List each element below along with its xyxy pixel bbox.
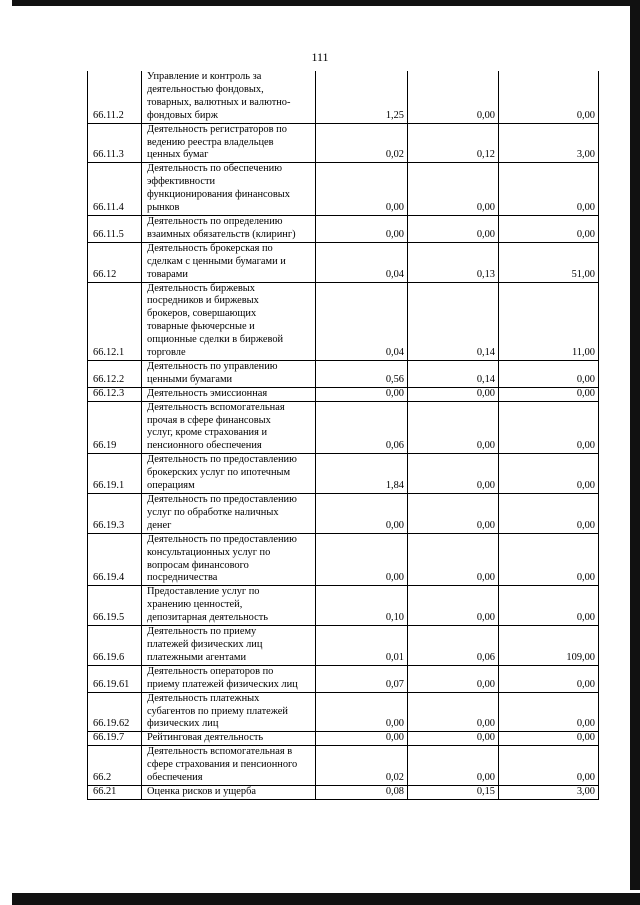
activity-name-cell: Деятельность брокерская по сделкам с ценными бумагами и товарами: [142, 242, 316, 282]
activity-table: [87, 71, 599, 800]
activity-code-cell: 66.11.4: [88, 163, 142, 216]
value-col-2-cell: 0,00: [408, 401, 499, 454]
activity-name-cell: Рейтинговая деятельность: [142, 732, 316, 746]
activity-code-cell: 66.11.5: [88, 215, 142, 242]
activity-name-cell: Предоставление услуг по хранению ценностей, депозитарная деятельность: [142, 586, 316, 626]
value-col-3-cell: 3,00: [499, 785, 599, 799]
activity-code-cell: 66.19.3: [88, 494, 142, 534]
value-col-1-cell: 0,04: [316, 242, 408, 282]
value-col-1-cell: 0,00: [316, 692, 408, 732]
value-col-1-cell: 0,00: [316, 163, 408, 216]
scan-border-bottom: [12, 893, 640, 905]
table-row: [88, 626, 599, 666]
activity-code-cell: 66.2: [88, 746, 142, 786]
value-col-2-cell: 0,14: [408, 282, 499, 360]
table-row: [88, 71, 599, 123]
activity-name-cell: Деятельность регистраторов по ведению реестра владельцев ценных бумаг: [142, 123, 316, 163]
value-col-2-cell: 0,14: [408, 360, 499, 387]
value-col-2-cell: 0,15: [408, 785, 499, 799]
table-row: [88, 746, 599, 786]
value-col-1-cell: 0,02: [316, 123, 408, 163]
table-row: [88, 387, 599, 401]
value-col-1-cell: 0,10: [316, 586, 408, 626]
table-row: [88, 360, 599, 387]
table-row: [88, 586, 599, 626]
table-row: [88, 401, 599, 454]
table-row: [88, 242, 599, 282]
value-col-3-cell: 0,00: [499, 494, 599, 534]
activity-code-cell: 66.12.3: [88, 387, 142, 401]
scan-gap: [0, 890, 640, 893]
value-col-2-cell: 0,00: [408, 163, 499, 216]
activity-code-cell: 66.11.3: [88, 123, 142, 163]
value-col-3-cell: 0,00: [499, 586, 599, 626]
value-col-2-cell: 0,00: [408, 454, 499, 494]
value-col-3-cell: 0,00: [499, 665, 599, 692]
value-col-2-cell: 0,00: [408, 387, 499, 401]
activity-code-cell: 66.19.7: [88, 732, 142, 746]
activity-code-cell: 66.12: [88, 242, 142, 282]
activity-name-cell: Деятельность биржевых посредников и биржевых брокеров, совершающих товарные фьючерсные и опционные сделки в биржевой торговле: [142, 282, 316, 360]
table-row: [88, 163, 599, 216]
value-col-3-cell: 0,00: [499, 163, 599, 216]
activity-code-cell: 66.19.62: [88, 692, 142, 732]
table-row: [88, 732, 599, 746]
table-row: [88, 665, 599, 692]
activity-name-cell: Деятельность по предоставлению брокерских услуг по ипотечным операциям: [142, 454, 316, 494]
value-col-3-cell: 0,00: [499, 454, 599, 494]
activity-code-cell: 66.19.5: [88, 586, 142, 626]
page-number: 111: [311, 50, 329, 64]
activity-name-cell: Деятельность по приему платежей физических лиц платежными агентами: [142, 626, 316, 666]
value-col-1-cell: 0,00: [316, 387, 408, 401]
activity-name-cell: Деятельность по предоставлению услуг по обработке наличных денег: [142, 494, 316, 534]
value-col-3-cell: 11,00: [499, 282, 599, 360]
value-col-3-cell: 0,00: [499, 387, 599, 401]
table-row: [88, 533, 599, 586]
activity-name-cell: Деятельность вспомогательная прочая в сфере финансовых услуг, кроме страхования и пенсионного обеспечения: [142, 401, 316, 454]
value-col-1-cell: 0,00: [316, 533, 408, 586]
activity-name-cell: Деятельность операторов по приему платежей физических лиц: [142, 665, 316, 692]
activity-code-cell: 66.19.1: [88, 454, 142, 494]
value-col-2-cell: 0,00: [408, 732, 499, 746]
activity-name-cell: Деятельность по управлению ценными бумагами: [142, 360, 316, 387]
activity-code-cell: 66.12.1: [88, 282, 142, 360]
activity-code-cell: 66.11.2: [88, 71, 142, 123]
value-col-2-cell: 0,06: [408, 626, 499, 666]
value-col-1-cell: 1,25: [316, 71, 408, 123]
activity-name-cell: Деятельность вспомогательная в сфере страхования и пенсионного обеспечения: [142, 746, 316, 786]
value-col-1-cell: 0,07: [316, 665, 408, 692]
table-row: [88, 123, 599, 163]
activity-name-cell: Деятельность по предоставлению консультационных услуг по вопросам финансового посредничества: [142, 533, 316, 586]
value-col-3-cell: 0,00: [499, 692, 599, 732]
value-col-2-cell: 0,00: [408, 746, 499, 786]
activity-name-cell: Управление и контроль за деятельностью фондовых, товарных, валютных и валютно- фондовых бирж: [142, 71, 316, 123]
value-col-2-cell: 0,00: [408, 692, 499, 732]
value-col-3-cell: 0,00: [499, 533, 599, 586]
value-col-2-cell: 0,00: [408, 215, 499, 242]
value-col-2-cell: 0,00: [408, 586, 499, 626]
activity-name-cell: Деятельность эмиссионная: [142, 387, 316, 401]
value-col-1-cell: 0,56: [316, 360, 408, 387]
activity-name-cell: Деятельность по определению взаимных обязательств (клиринг): [142, 215, 316, 242]
value-col-1-cell: 0,00: [316, 215, 408, 242]
table-row: [88, 454, 599, 494]
table-row: [88, 215, 599, 242]
value-col-1-cell: 0,00: [316, 494, 408, 534]
value-col-2-cell: 0,00: [408, 494, 499, 534]
value-col-3-cell: 3,00: [499, 123, 599, 163]
activity-code-cell: 66.19.61: [88, 665, 142, 692]
value-col-2-cell: 0,13: [408, 242, 499, 282]
value-col-3-cell: 109,00: [499, 626, 599, 666]
value-col-2-cell: 0,00: [408, 533, 499, 586]
value-col-1-cell: 0,01: [316, 626, 408, 666]
value-col-1-cell: 0,06: [316, 401, 408, 454]
value-col-3-cell: 51,00: [499, 242, 599, 282]
value-col-2-cell: 0,12: [408, 123, 499, 163]
table-row: [88, 282, 599, 360]
value-col-1-cell: 0,02: [316, 746, 408, 786]
value-col-3-cell: 0,00: [499, 401, 599, 454]
value-col-1-cell: 0,04: [316, 282, 408, 360]
value-col-3-cell: 0,00: [499, 732, 599, 746]
activity-code-cell: 66.12.2: [88, 360, 142, 387]
value-col-1-cell: 0,08: [316, 785, 408, 799]
table-row: [88, 785, 599, 799]
scan-border-right: [630, 0, 640, 905]
value-col-1-cell: 1,84: [316, 454, 408, 494]
value-col-3-cell: 0,00: [499, 360, 599, 387]
activity-code-cell: 66.21: [88, 785, 142, 799]
scan-border-top: [12, 0, 640, 6]
table-body: [88, 71, 599, 799]
activity-name-cell: Деятельность по обеспечению эффективности функционирования финансовых рынков: [142, 163, 316, 216]
value-col-3-cell: 0,00: [499, 215, 599, 242]
activity-code-cell: 66.19.4: [88, 533, 142, 586]
value-col-1-cell: 0,00: [316, 732, 408, 746]
table-row: [88, 692, 599, 732]
activity-code-cell: 66.19.6: [88, 626, 142, 666]
activity-name-cell: Деятельность платежных субагентов по приему платежей физических лиц: [142, 692, 316, 732]
activity-name-cell: Оценка рисков и ущерба: [142, 785, 316, 799]
value-col-2-cell: 0,00: [408, 665, 499, 692]
table-row: [88, 494, 599, 534]
value-col-2-cell: 0,00: [408, 71, 499, 123]
value-col-3-cell: 0,00: [499, 746, 599, 786]
value-col-3-cell: 0,00: [499, 71, 599, 123]
activity-code-cell: 66.19: [88, 401, 142, 454]
